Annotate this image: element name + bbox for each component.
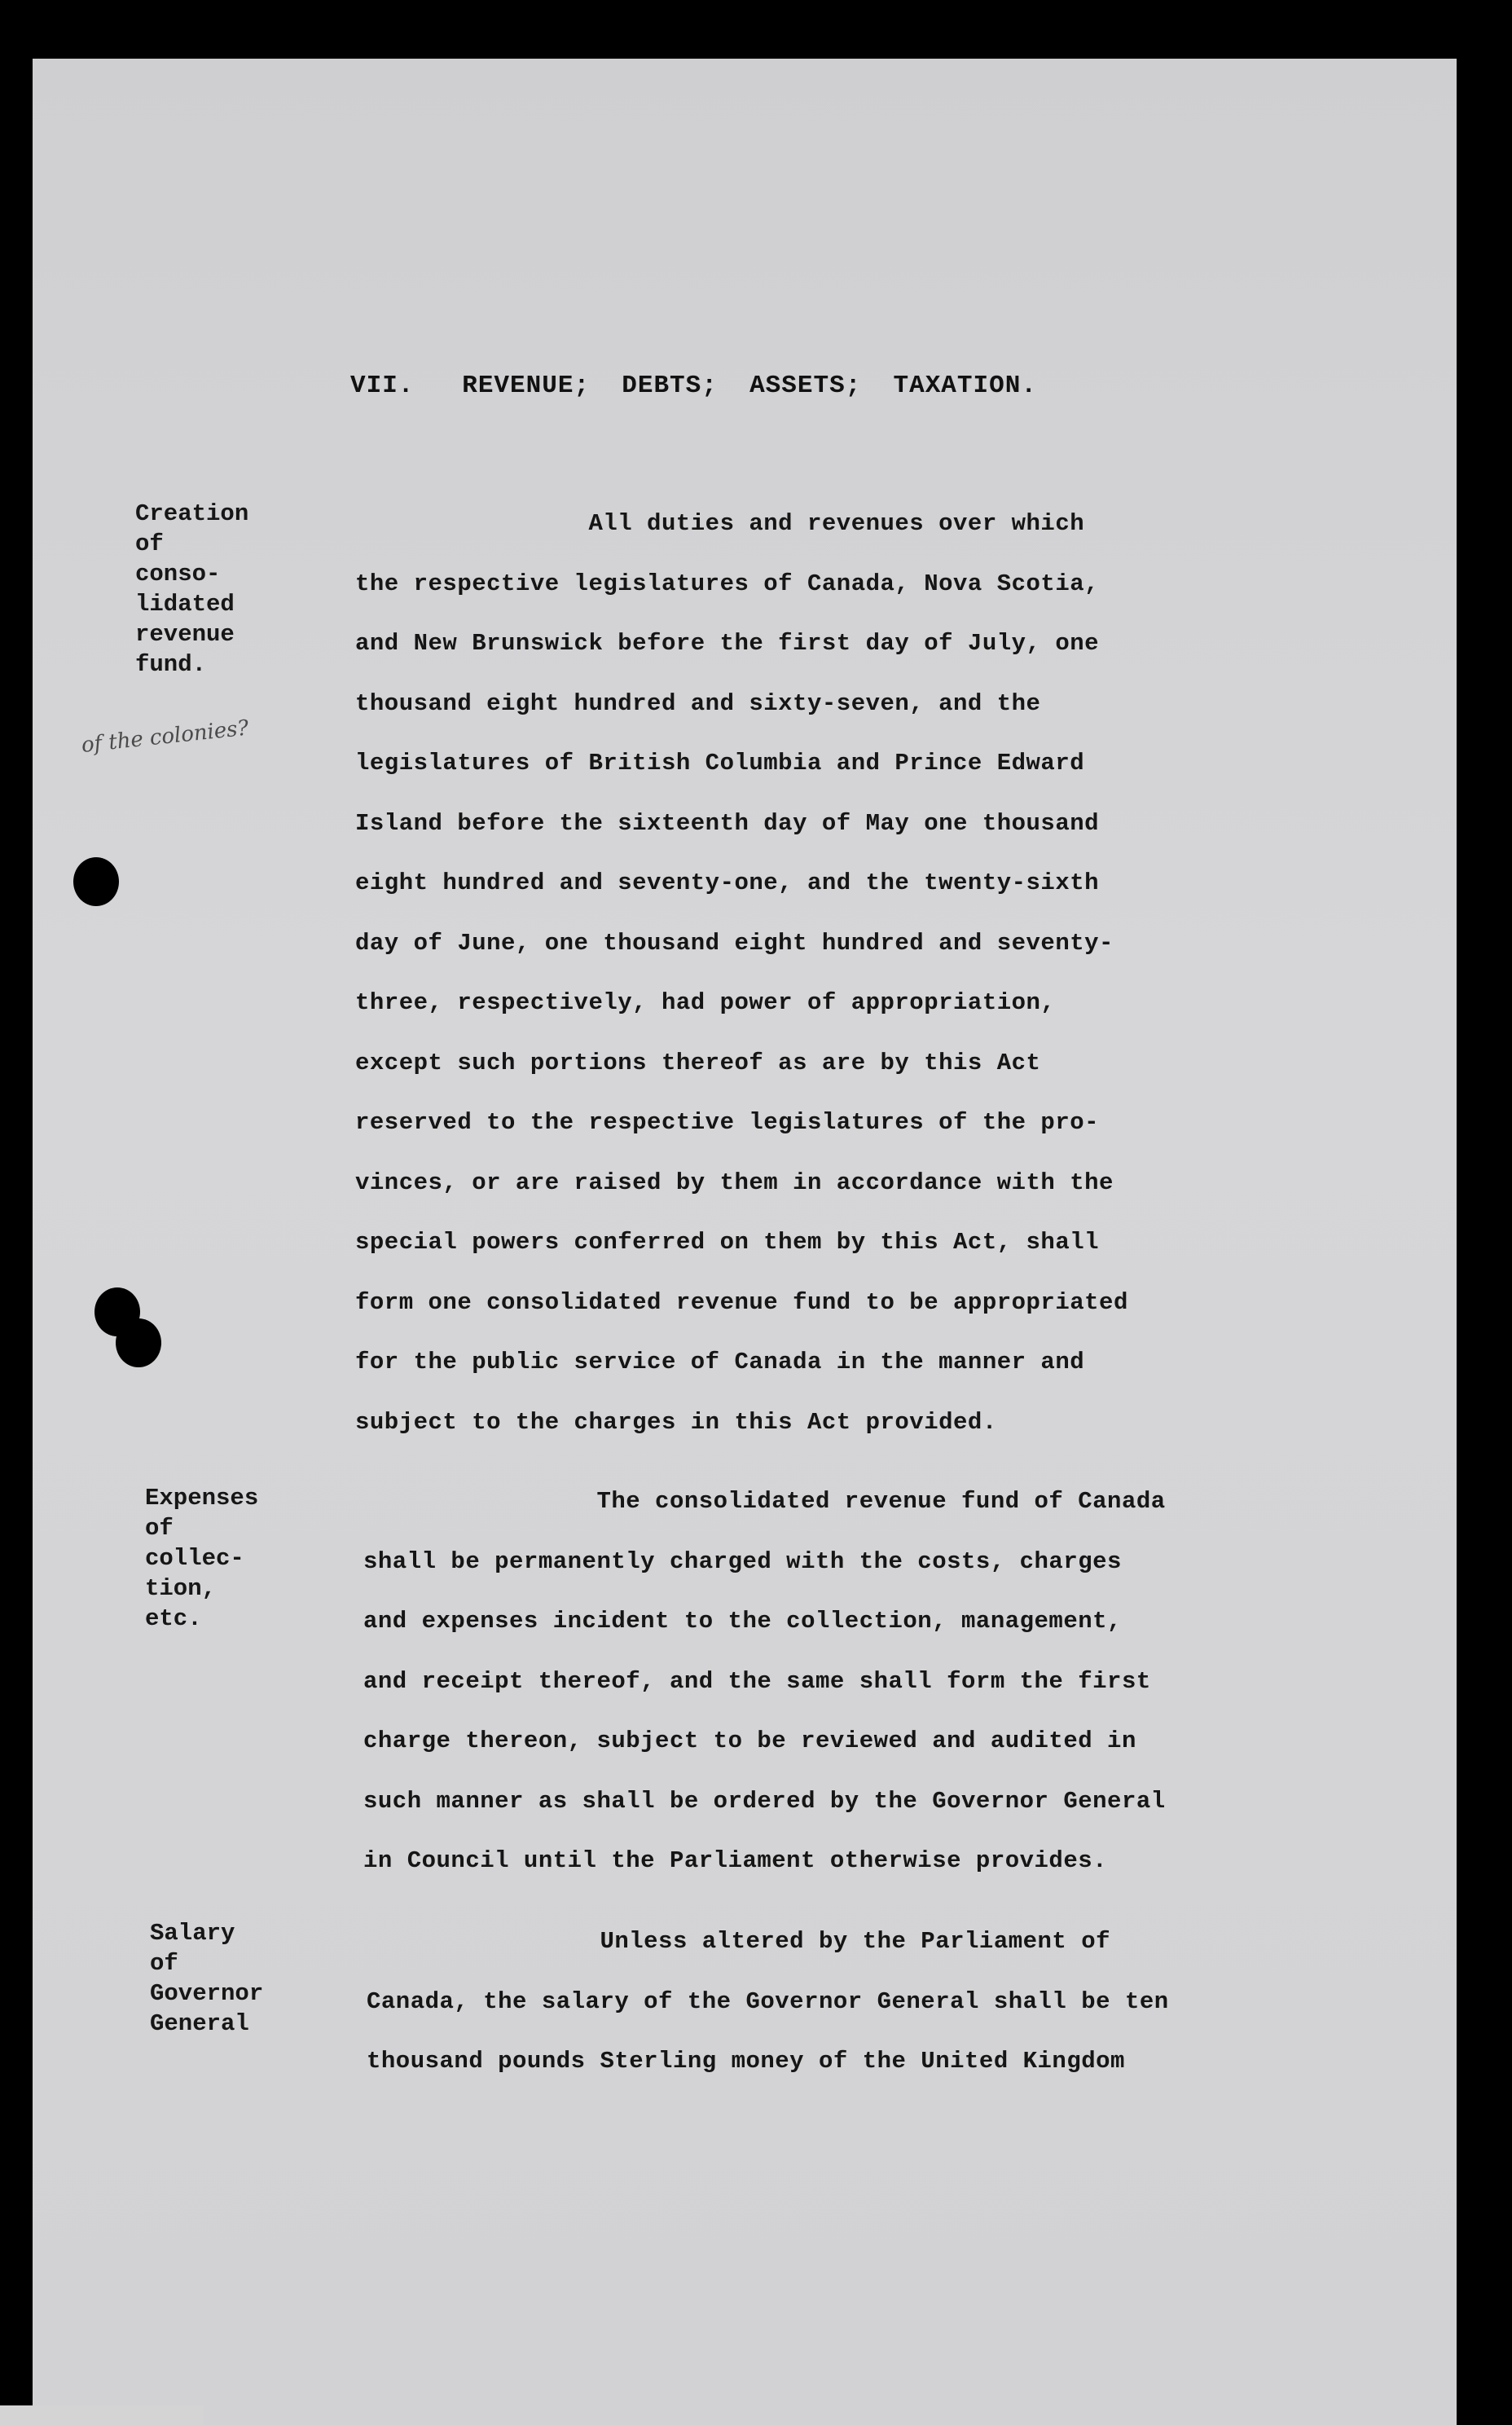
paragraph-line: subject to the charges in this Act provided. (355, 1408, 997, 1436)
paragraph-line: form one consolidated revenue fund to be appropriated (355, 1288, 1128, 1316)
paragraph-line: day of June, one thousand eight hundred and seventy- (355, 929, 1114, 957)
margin-note-line: conso- (135, 561, 221, 588)
paragraph-line: and expenses incident to the collection, management, (363, 1608, 1122, 1635)
margin-note-line: General (150, 2010, 249, 2037)
margin-note-line: fund. (135, 651, 207, 678)
paragraph-line: reserved to the respective legislatures of the pro- (355, 1109, 1100, 1136)
paragraph-line: three, respectively, had power of appropriation, (355, 989, 1056, 1016)
paragraph-line: and New Brunswick before the first day of July, one (355, 630, 1100, 657)
margin-note-line: lidated (135, 591, 235, 618)
handwritten-annotation: of the colonies? (80, 715, 250, 758)
margin-note-line: etc. (145, 1605, 202, 1632)
margin-note-line: Expenses (145, 1485, 259, 1512)
margin-note-line: collec- (145, 1545, 244, 1572)
margin-note-line: Creation (135, 500, 249, 527)
margin-note-line: revenue (135, 621, 235, 648)
margin-note (150, 1918, 362, 2039)
punch-hole (73, 857, 119, 906)
paragraph-line: except such portions thereof as are by this Act (355, 1049, 1041, 1076)
paragraph-line: for the public service of Canada in the manner and (355, 1349, 1085, 1375)
punch-hole (116, 1318, 161, 1367)
paragraph-line: eight hundred and seventy-one, and the twenty-sixth (355, 869, 1100, 896)
paragraph-line: Unless altered by the Parliament of (367, 1928, 1111, 1955)
margin-note-line: tion, (145, 1575, 217, 1602)
margin-note-line: of (145, 1515, 174, 1542)
margin-note-line: of (135, 530, 164, 557)
margin-note (145, 1483, 357, 1634)
paragraph-line: the respective legislatures of Canada, Nova Scotia, (355, 570, 1100, 597)
paragraph-line: vinces, or are raised by them in accordance with the (355, 1168, 1114, 1196)
paragraph-line: Island before the sixteenth day of May one thousand (355, 809, 1100, 837)
page-edge-strip (0, 2405, 204, 2425)
margin-note-line: Salary (150, 1920, 235, 1947)
paragraph-line: charge thereon, subject to be reviewed and audited in (363, 1727, 1136, 1754)
margin-note-line: of (150, 1950, 178, 1977)
margin-note-line: Governor (150, 1980, 264, 2007)
paragraph-line: special powers conferred on them by this Act, shall (355, 1229, 1100, 1256)
paragraph-line: in Council until the Parliament otherwise provides. (363, 1847, 1108, 1874)
paragraph (367, 1912, 1385, 2092)
paragraph-line: thousand pounds Sterling money of the United Kingdom (367, 2048, 1125, 2075)
paragraph-line: Canada, the salary of the Governor General shall be ten (367, 1987, 1169, 2015)
paragraph-line: legislatures of British Columbia and Prince Edward (355, 750, 1085, 777)
paragraph-line: thousand eight hundred and sixty-seven, and the (355, 689, 1041, 717)
paragraph-line: All duties and revenues over which (355, 510, 1085, 537)
paragraph (355, 494, 1374, 1452)
section-heading: VII. REVENUE; DEBTS; ASSETS; TAXATION. (350, 372, 1037, 400)
paragraph-line: and receipt thereof, and the same shall form the first (363, 1667, 1151, 1695)
margin-note (135, 499, 347, 680)
paragraph-line: The consolidated revenue fund of Canada (363, 1488, 1166, 1515)
paragraph (363, 1472, 1382, 1891)
paragraph-line: such manner as shall be ordered by the Governor General (363, 1787, 1166, 1815)
paragraph-line: shall be permanently charged with the costs, charges (363, 1547, 1122, 1575)
